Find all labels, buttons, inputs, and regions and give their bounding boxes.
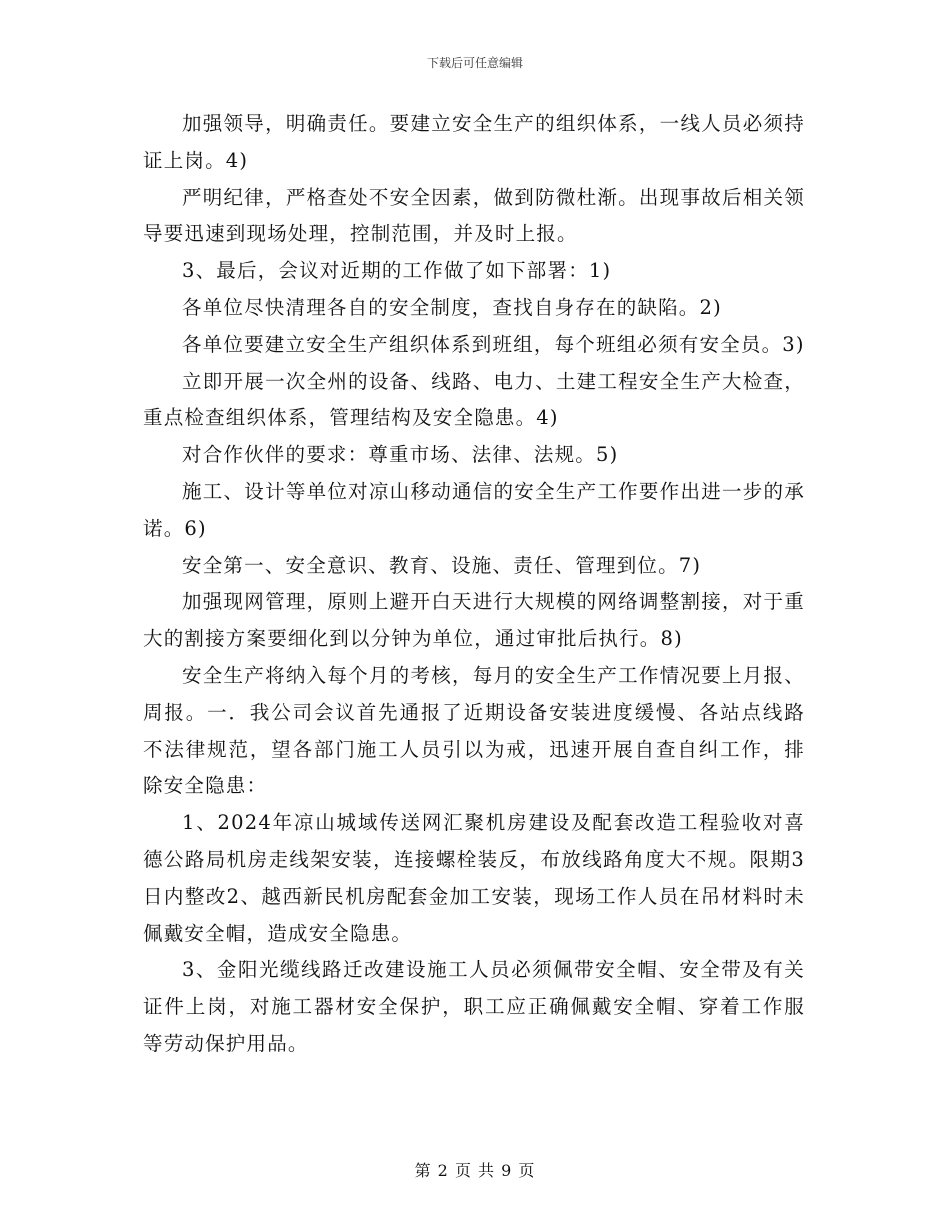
document-body — [143, 106, 805, 1063]
page-header-note: 下载后可任意编辑 — [426, 56, 523, 70]
paragraph: 严明纪律，严格查处不安全因素，做到防微杜渐。出现事故后相关领导要迅速到现场处理，控制范围，并及时上报。 — [143, 185, 805, 246]
paragraph: 1、2024年凉山城域传送网汇聚机房建设及配套改造工程验收对喜德公路局机房走线架安装，连接螺栓装反，布放线路角度大不规。限期3日内整改2、越西新民机房配套金加工安装，现场工作人员在吊材料时未佩戴安全帽，造成安全隐患。 — [143, 811, 805, 945]
paragraph: 立即开展一次全州的设备、线路、电力、土建工程安全生产大检查，重点检查组织体系，管理结构及安全隐患。4) — [143, 369, 805, 430]
paragraph: 加强领导，明确责任。要建立安全生产的组织体系，一线人员必须持证上岗。4) — [143, 112, 805, 172]
paragraph: 对合作伙伴的要求：尊重市场、法律、法规。5) — [182, 443, 619, 467]
paragraph: 3、最后，会议对近期的工作做了如下部署：1) — [182, 259, 612, 283]
paragraph: 各单位尽快清理各自的安全制度，查找自身存在的缺陷。2) — [182, 295, 722, 319]
page-number: 第 2 页 共 9 页 — [414, 1161, 536, 1180]
paragraph: 安全生产将纳入每个月的考核，每月的安全生产工作情况要上月报、周报。一．我公司会议首先通报了近期设备安装进度缓慢、各站点线路不法律规范，望各部门施工人员引以为戒，迅速开展自查自纠工作，排除安全隐患： — [143, 663, 805, 798]
paragraph: 施工、设计等单位对凉山移动通信的安全生产工作要作出进一步的承诺。6) — [143, 479, 805, 540]
paragraph: 安全第一、安全意识、教育、设施、责任、管理到位。7) — [182, 553, 702, 577]
paragraph: 3、金阳光缆线路迁改建设施工人员必须佩带安全帽、安全带及有关证件上岗，对施工器材安全保护，职工应正确佩戴安全帽、穿着工作服等劳动保护用品。 — [143, 958, 805, 1055]
paragraph: 加强现网管理，原则上避开白天进行大规模的网络调整割接，对于重大的割接方案要细化到以分钟为单位，通过审批后执行。8) — [143, 590, 805, 651]
paragraph: 各单位要建立安全生产组织体系到班组，每个班组必须有安全员。3) — [182, 332, 805, 356]
